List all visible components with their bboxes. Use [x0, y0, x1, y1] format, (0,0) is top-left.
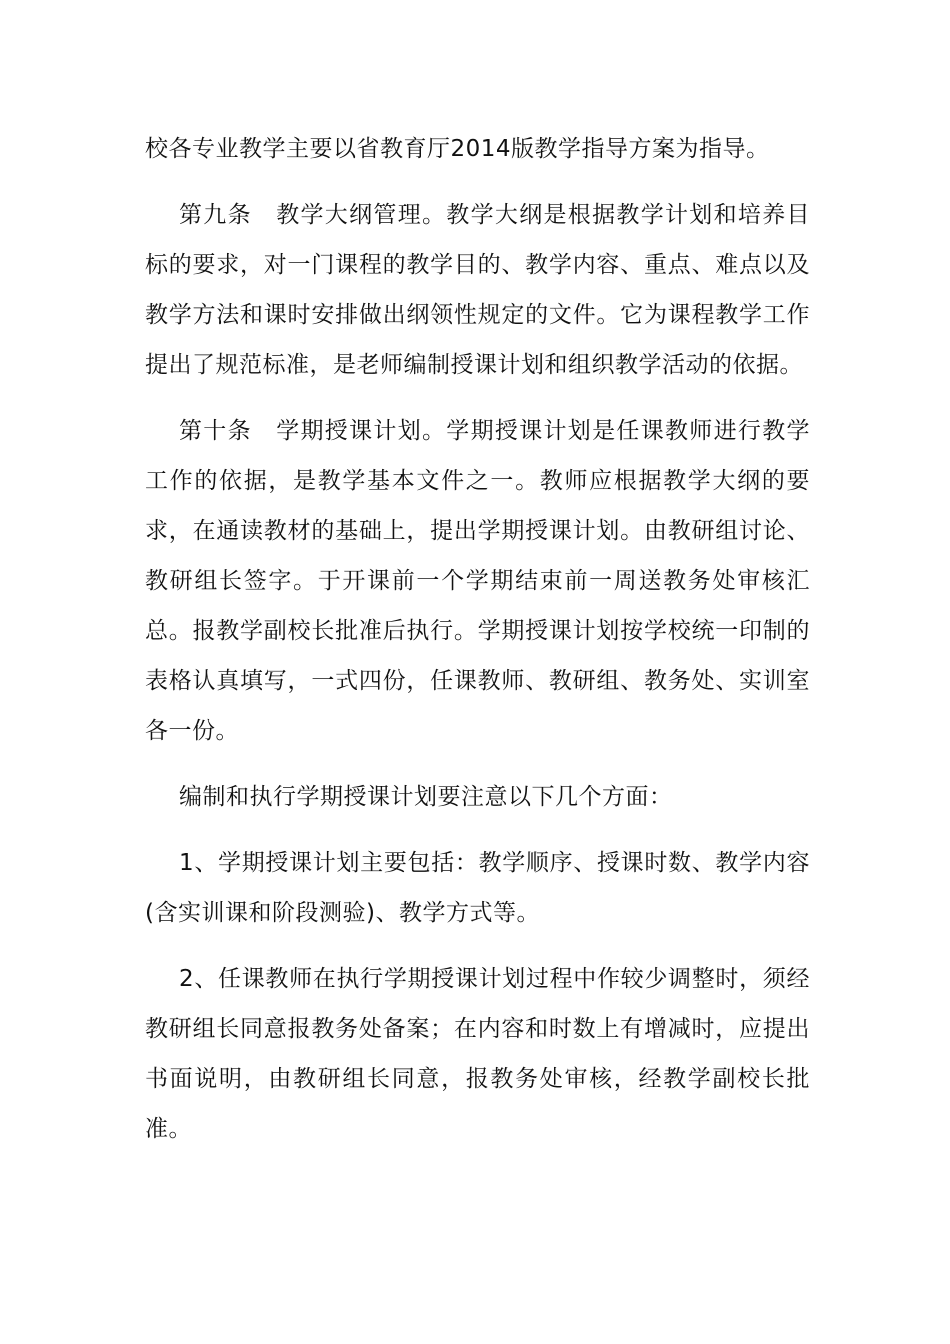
- document-body: [145, 124, 810, 1154]
- paragraph-continuation: 校各专业教学主要以省教育厅2014版教学指导方案为指导。: [145, 136, 770, 162]
- paragraph-article-9: 第九条 教学大纲管理。教学大纲是根据教学计划和培养目标的要求，对一门课程的教学目的、教学内容、重点、难点以及教学方法和课时安排做出纲领性规定的文件。它为课程教学工作提出了规范标准，是老师编制授课计划和组织教学活动的依据。: [145, 202, 810, 378]
- paragraph-article-10: 第十条 学期授课计划。学期授课计划是任课教师进行教学工作的依据，是教学基本文件之一。教师应根据教学大纲的要求，在通读教材的基础上，提出学期授课计划。由教研组讨论、教研组长签字。于开课前一个学期结束前一周送教务处审核汇总。报教学副校长批准后执行。学期授课计划按学校统一印制的表格认真填写，一式四份，任课教师、教研组、教务处、实训室各一份。: [145, 418, 810, 744]
- paragraph-note-1: 1、学期授课计划主要包括：教学顺序、授课时数、教学内容(含实训课和阶段测验)、教学方式等。: [145, 850, 810, 926]
- paragraph-note-2: 2、任课教师在执行学期授课计划过程中作较少调整时，须经教研组长同意报教务处备案；在内容和时数上有增减时，应提出书面说明，由教研组长同意，报教务处审核，经教学副校长批准。: [145, 966, 810, 1142]
- paragraph-notes-intro: 编制和执行学期授课计划要注意以下几个方面：: [179, 784, 673, 810]
